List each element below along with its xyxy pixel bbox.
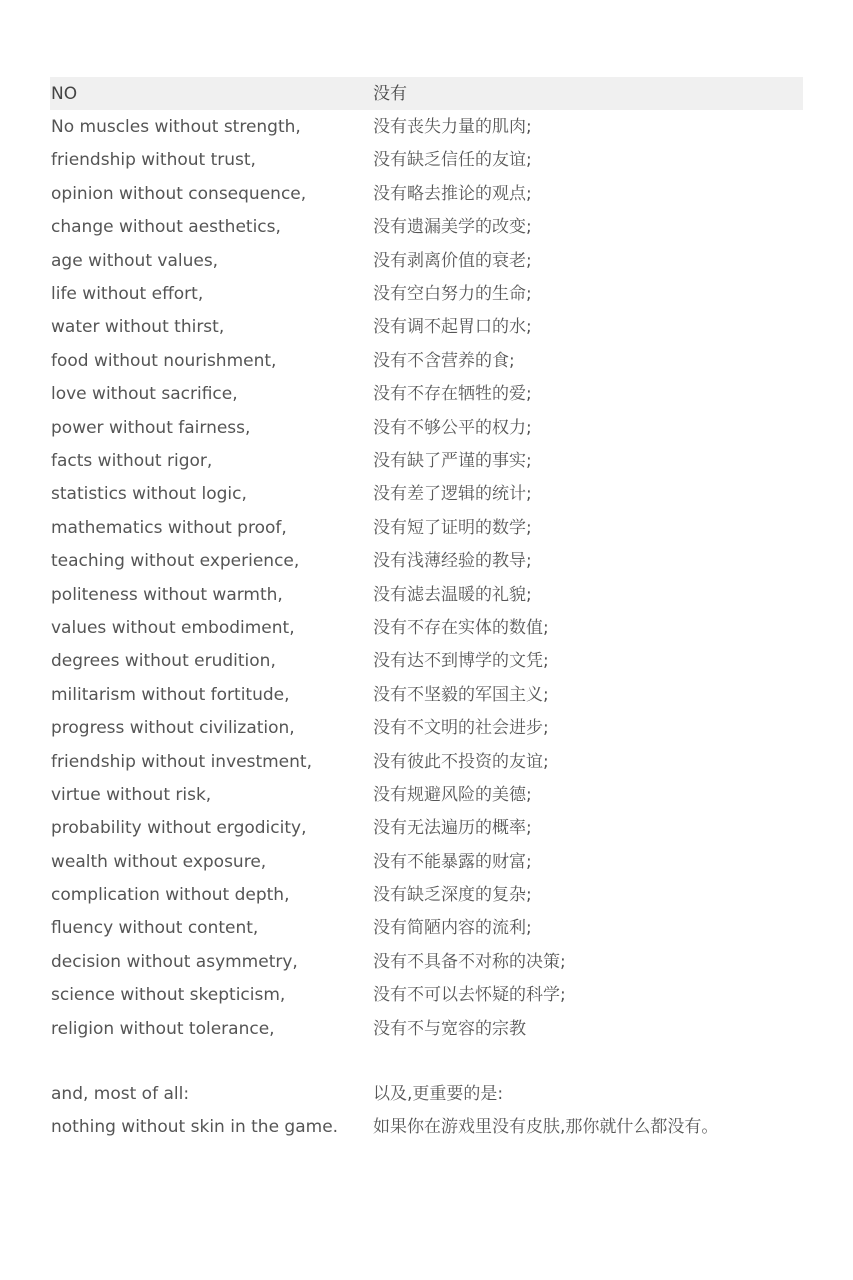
table-row bbox=[50, 277, 803, 310]
table-chinese: 没有缺乏信任的友谊; bbox=[373, 150, 532, 171]
table-chinese: 没有差了逻辑的统计; bbox=[373, 484, 532, 505]
table-chinese: 没有不可以去怀疑的科学; bbox=[373, 985, 566, 1006]
table-row bbox=[50, 678, 803, 711]
table-english: militarism without fortitude, bbox=[51, 684, 290, 705]
table-english: science without skepticism, bbox=[51, 985, 286, 1006]
table-english: wealth without exposure, bbox=[51, 851, 267, 872]
closing-lines bbox=[50, 1077, 803, 1144]
closing-chinese: 如果你在游戏里没有皮肤,那你就什么都没有。 bbox=[373, 1117, 719, 1138]
table-row bbox=[50, 912, 803, 945]
table-chinese: 没有简陋内容的流利; bbox=[373, 918, 532, 939]
table-row bbox=[50, 845, 803, 878]
table-row bbox=[50, 511, 803, 544]
table-row bbox=[50, 344, 803, 377]
table-english: probability without ergodicity, bbox=[51, 818, 307, 839]
table-row bbox=[50, 244, 803, 277]
table-chinese: 没有不存在实体的数值; bbox=[373, 617, 549, 638]
table-english: mathematics without proof, bbox=[51, 517, 287, 538]
table-chinese: 没有不够公平的权力; bbox=[373, 417, 532, 438]
table-row bbox=[50, 945, 803, 978]
table-english: facts without rigor, bbox=[51, 450, 213, 471]
table-english: life without effort, bbox=[51, 284, 204, 305]
header-chinese: 没有 bbox=[373, 83, 407, 104]
table-chinese: 没有滤去温暖的礼貌; bbox=[373, 584, 532, 605]
table-chinese: 没有略去推论的观点; bbox=[373, 183, 532, 204]
closing-row bbox=[50, 1077, 803, 1110]
closing-row bbox=[50, 1110, 803, 1143]
table-chinese: 没有剥离价值的衰老; bbox=[373, 250, 532, 271]
table-row bbox=[50, 211, 803, 244]
table-english: degrees without erudition, bbox=[51, 651, 276, 672]
table-english: water without thirst, bbox=[51, 317, 225, 338]
closing-english: and, most of all: bbox=[51, 1083, 190, 1104]
table-english: values without embodiment, bbox=[51, 617, 295, 638]
table-english: virtue without risk, bbox=[51, 784, 212, 805]
table-english: love without sacrifice, bbox=[51, 384, 238, 405]
table-english: opinion without consequence, bbox=[51, 183, 307, 204]
table-body bbox=[50, 110, 803, 1045]
table-chinese: 没有彼此不投资的友谊; bbox=[373, 751, 549, 772]
table-chinese: 没有调不起胃口的水; bbox=[373, 317, 532, 338]
header-english: NO bbox=[51, 83, 78, 104]
table-english: statistics without logic, bbox=[51, 484, 247, 505]
closing-english: nothing without skin in the game. bbox=[51, 1117, 339, 1138]
table-row bbox=[50, 979, 803, 1012]
table-chinese: 没有不含营养的食; bbox=[373, 350, 515, 371]
table-row bbox=[50, 878, 803, 911]
table-row bbox=[50, 444, 803, 477]
table-row bbox=[50, 745, 803, 778]
table-header-row bbox=[50, 77, 803, 110]
table-english: age without values, bbox=[51, 250, 219, 271]
table-english: No muscles without strength, bbox=[51, 117, 301, 138]
bilingual-table bbox=[50, 77, 803, 1045]
table-english: fluency without content, bbox=[51, 918, 259, 939]
table-chinese: 没有缺乏深度的复杂; bbox=[373, 885, 532, 906]
table-chinese: 没有不具备不对称的决策; bbox=[373, 951, 566, 972]
table-english: change without aesthetics, bbox=[51, 217, 281, 238]
table-row bbox=[50, 645, 803, 678]
table-english: teaching without experience, bbox=[51, 551, 300, 572]
table-row bbox=[50, 778, 803, 811]
table-english: progress without civilization, bbox=[51, 718, 295, 739]
table-row bbox=[50, 311, 803, 344]
table-row bbox=[50, 1012, 803, 1045]
table-chinese: 没有不存在牺牲的爱; bbox=[373, 384, 532, 405]
table-english: friendship without investment, bbox=[51, 751, 312, 772]
table-row bbox=[50, 478, 803, 511]
table-chinese: 没有短了证明的数学; bbox=[373, 517, 532, 538]
table-row bbox=[50, 578, 803, 611]
table-row bbox=[50, 812, 803, 845]
table-row bbox=[50, 611, 803, 644]
table-row bbox=[50, 411, 803, 444]
table-chinese: 没有丧失力量的肌肉; bbox=[373, 117, 532, 138]
table-english: decision without asymmetry, bbox=[51, 951, 298, 972]
table-chinese: 没有缺了严谨的事实; bbox=[373, 450, 532, 471]
table-chinese: 没有规避风险的美德; bbox=[373, 784, 532, 805]
table-english: complication without depth, bbox=[51, 885, 290, 906]
table-chinese: 没有浅薄经验的教导; bbox=[373, 551, 532, 572]
closing-chinese: 以及,更重要的是: bbox=[373, 1083, 504, 1104]
table-chinese: 没有不文明的社会进步; bbox=[373, 718, 549, 739]
table-english: religion without tolerance, bbox=[51, 1018, 275, 1039]
table-chinese: 没有达不到博学的文凭; bbox=[373, 651, 549, 672]
table-row bbox=[50, 711, 803, 744]
table-row bbox=[50, 177, 803, 210]
table-row bbox=[50, 144, 803, 177]
table-chinese: 没有无法遍历的概率; bbox=[373, 818, 532, 839]
table-english: friendship without trust, bbox=[51, 150, 256, 171]
table-row bbox=[50, 110, 803, 143]
table-chinese: 没有空白努力的生命; bbox=[373, 284, 532, 305]
table-chinese: 没有不与宽容的宗教 bbox=[373, 1018, 526, 1039]
table-english: food without nourishment, bbox=[51, 350, 277, 371]
table-chinese: 没有不坚毅的军国主义; bbox=[373, 684, 549, 705]
table-chinese: 没有遗漏美学的改变; bbox=[373, 217, 532, 238]
table-english: politeness without warmth, bbox=[51, 584, 283, 605]
table-english: power without fairness, bbox=[51, 417, 251, 438]
table-row bbox=[50, 544, 803, 577]
table-row bbox=[50, 378, 803, 411]
table-chinese: 没有不能暴露的财富; bbox=[373, 851, 532, 872]
